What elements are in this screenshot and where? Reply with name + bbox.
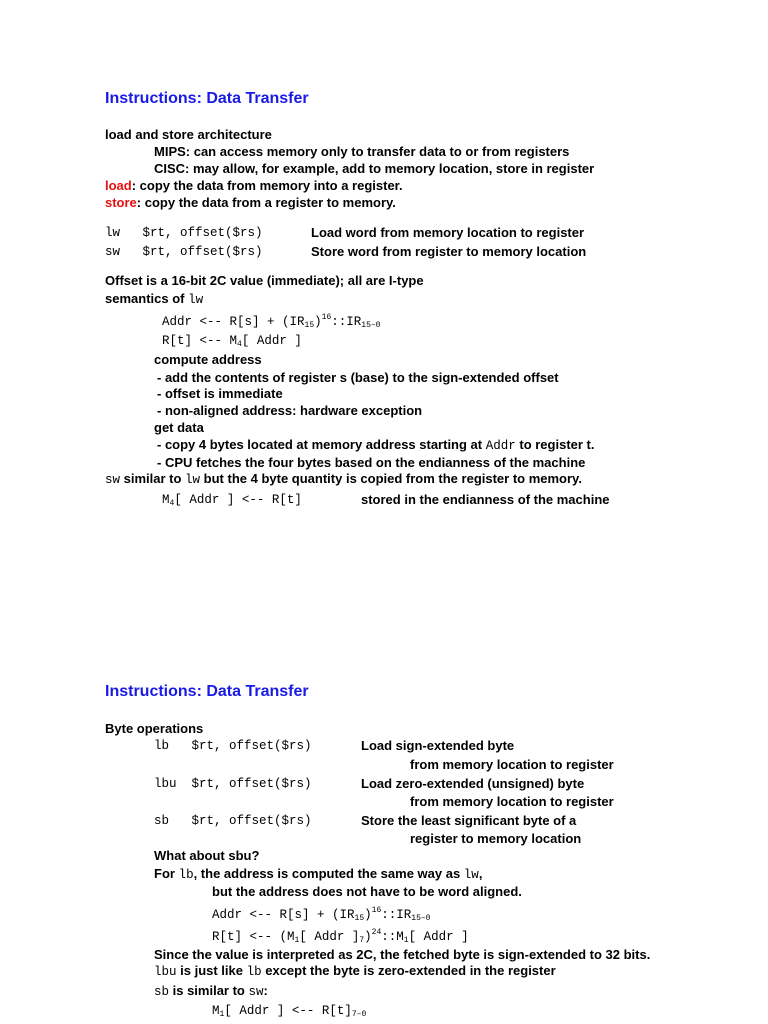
lbu-description: Load zero-extended (unsigned) byte bbox=[361, 776, 585, 791]
cisc-line: CISC: may allow, for example, add to memory location, store in register bbox=[154, 161, 595, 176]
lw-description: Load word from memory location to register bbox=[311, 225, 585, 240]
sb-similar-line: sb is similar to sw: bbox=[154, 983, 268, 999]
not-aligned-line: but the address does not have to be word aligned. bbox=[212, 884, 522, 899]
addr-formula: Addr <-- $R[s] + (IR_{15})^{16}::IR_{15-0}$ bbox=[162, 313, 381, 330]
lw-syntax: lw $rt, offset($rs) bbox=[105, 226, 263, 240]
load-text: : copy the data from memory into a register. bbox=[131, 178, 403, 193]
compute-item: - non-aligned address: hardware exception bbox=[157, 403, 423, 418]
store-text: : copy the data from a register to memory. bbox=[136, 195, 396, 210]
getdata-item: - copy 4 bytes located at memory address starting at Addr to register t. bbox=[157, 437, 595, 453]
lb-description: Load sign-extended byte bbox=[361, 738, 515, 753]
store-keyword: store bbox=[105, 195, 137, 210]
sb-description: Store the least significant byte of a bbox=[361, 813, 577, 828]
semantics-line bbox=[105, 291, 203, 308]
lb-description-cont: from memory location to register bbox=[410, 757, 614, 772]
m4-formula: $M_4$[ Addr ] <-- R[t] bbox=[162, 493, 302, 508]
lb-syntax: lb $rt, offset($rs) bbox=[154, 739, 312, 753]
rt-formula: R[t] <-- $M_4$[ Addr ] bbox=[162, 334, 302, 349]
sw-similar-line: sw similar to lw but the 4 byte quantity is copied from the register to memory. bbox=[105, 471, 582, 487]
sbu-question: What about sbu? bbox=[154, 848, 260, 863]
compute-item: - offset is immediate bbox=[157, 386, 283, 401]
arch-heading: load and store architecture bbox=[105, 127, 272, 142]
sb-syntax: sb $rt, offset($rs) bbox=[154, 814, 312, 828]
sw-description: Store word from register to memory location bbox=[311, 244, 587, 259]
getdata-item: - CPU fetches the four bytes based on the endianness of the machine bbox=[157, 455, 586, 470]
offset-note: Offset is a 16-bit 2C value (immediate); all are I-type bbox=[105, 273, 424, 288]
page-title: Instructions: Data Transfer bbox=[105, 683, 309, 700]
store-definition bbox=[105, 195, 396, 211]
m4-description: stored in the endianness of the machine bbox=[361, 492, 610, 507]
rt-formula: R[t] <-- ($M_1$[ Addr ]$_7)^{24}::M_1$[ Addr ] bbox=[212, 928, 469, 945]
semantics-label: semantics of bbox=[105, 291, 185, 306]
mips-line: MIPS: can access memory only to transfer data to or from registers bbox=[154, 144, 570, 159]
m1-formula: $M_1$[ Addr ] <-- $R[t]_{7-0}$ bbox=[212, 1004, 367, 1019]
compute-item: - add the contents of register s (base) to the sign-extended offset bbox=[157, 370, 559, 385]
load-keyword: load bbox=[105, 178, 132, 193]
semantics-op: lw bbox=[188, 293, 204, 307]
lbu-description-cont: from memory location to register bbox=[410, 794, 614, 809]
since-line: Since the value is interpreted as 2C, the fetched byte is sign-extended to 32 bits. bbox=[154, 947, 651, 962]
byteops-heading: Byte operations bbox=[105, 721, 204, 736]
lbu-syntax: lbu $rt, offset($rs) bbox=[154, 777, 312, 791]
sw-syntax: sw $rt, offset($rs) bbox=[105, 245, 263, 259]
lbu-line: lbu is just like lb except the byte is zero-extended in the register bbox=[154, 963, 556, 979]
load-definition bbox=[105, 178, 403, 194]
sb-description-cont: register to memory location bbox=[410, 831, 582, 846]
page-title: Instructions: Data Transfer bbox=[105, 90, 309, 107]
getdata-heading: get data bbox=[154, 420, 204, 435]
for-lb-line: For lb, the address is computed the same way as lw, bbox=[154, 866, 483, 882]
addr-formula: Addr <-- $R[s] + (IR_{15})^{16}::IR_{15-0}$ bbox=[212, 906, 431, 923]
compute-heading: compute address bbox=[154, 352, 262, 367]
